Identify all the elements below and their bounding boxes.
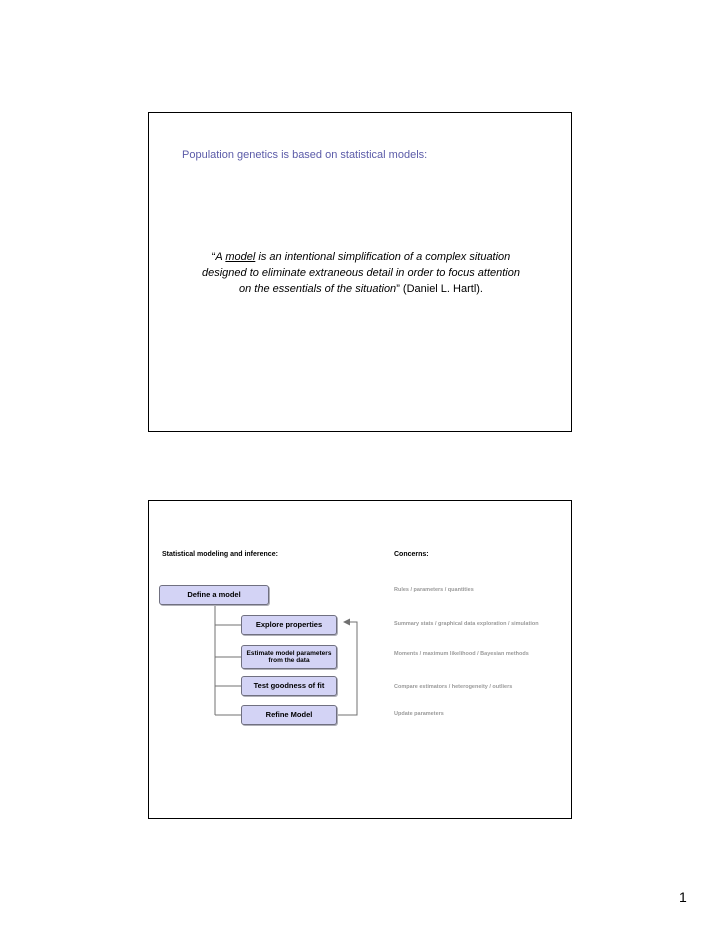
concern-moments: Moments / maximum likelihood / Bayesian methods [394, 651, 529, 657]
feedback-arrowhead-icon [343, 619, 350, 626]
page-number: 1 [679, 889, 687, 905]
define-model-label: Define a model [187, 590, 241, 599]
concern-rules: Rules / parameters / quantities [394, 587, 474, 593]
define-model-box [159, 585, 269, 605]
test-goodness-box [241, 676, 337, 696]
estimate-line-1: Estimate model parameters [246, 649, 332, 657]
quote-line-1-text: is an intentional simplification of a complex situation [255, 251, 511, 263]
feedback-loop-line [337, 622, 357, 715]
estimate-parameters-label [247, 650, 332, 665]
open-quote-mark: “ [211, 251, 216, 263]
test-goodness-label: Test goodness of fit [253, 681, 325, 690]
quote-line-2-text: designed to eliminate extraneous detail in order to focus attention [202, 267, 520, 279]
concern-summary-stats: Summary stats / graphical data exploration / simulation [394, 621, 539, 627]
concern-update-parameters: Update parameters [394, 711, 444, 717]
quote-line-1 [169, 249, 553, 265]
quote-prefix: A [215, 251, 226, 263]
concerns-title: Concerns: [394, 551, 429, 558]
modeling-inference-title: Statistical modeling and inference: [162, 551, 278, 558]
quote-line-2 [169, 265, 553, 281]
refine-model-label: Refine Model [265, 710, 313, 719]
explore-properties-box [241, 615, 337, 635]
quote-line-3-italic: on the essentials of the situation [239, 283, 397, 295]
quote-line-3 [169, 281, 553, 297]
quote-model-word: model [225, 251, 256, 263]
slide-2 [148, 500, 572, 819]
quote-attribution: ” (Daniel L. Hartl). [396, 283, 483, 295]
estimate-line-2: from the data [268, 657, 310, 664]
slide-1 [148, 112, 572, 432]
hartl-quote [169, 249, 553, 297]
explore-properties-label: Explore properties [255, 620, 323, 629]
slide-1-heading: Population genetics is based on statistical models: [182, 149, 428, 161]
refine-model-box [241, 705, 337, 725]
concern-compare-estimators: Compare estimators / heterogeneity / outliers [394, 684, 513, 690]
flow-connectors [149, 501, 573, 820]
estimate-parameters-box [241, 645, 337, 669]
